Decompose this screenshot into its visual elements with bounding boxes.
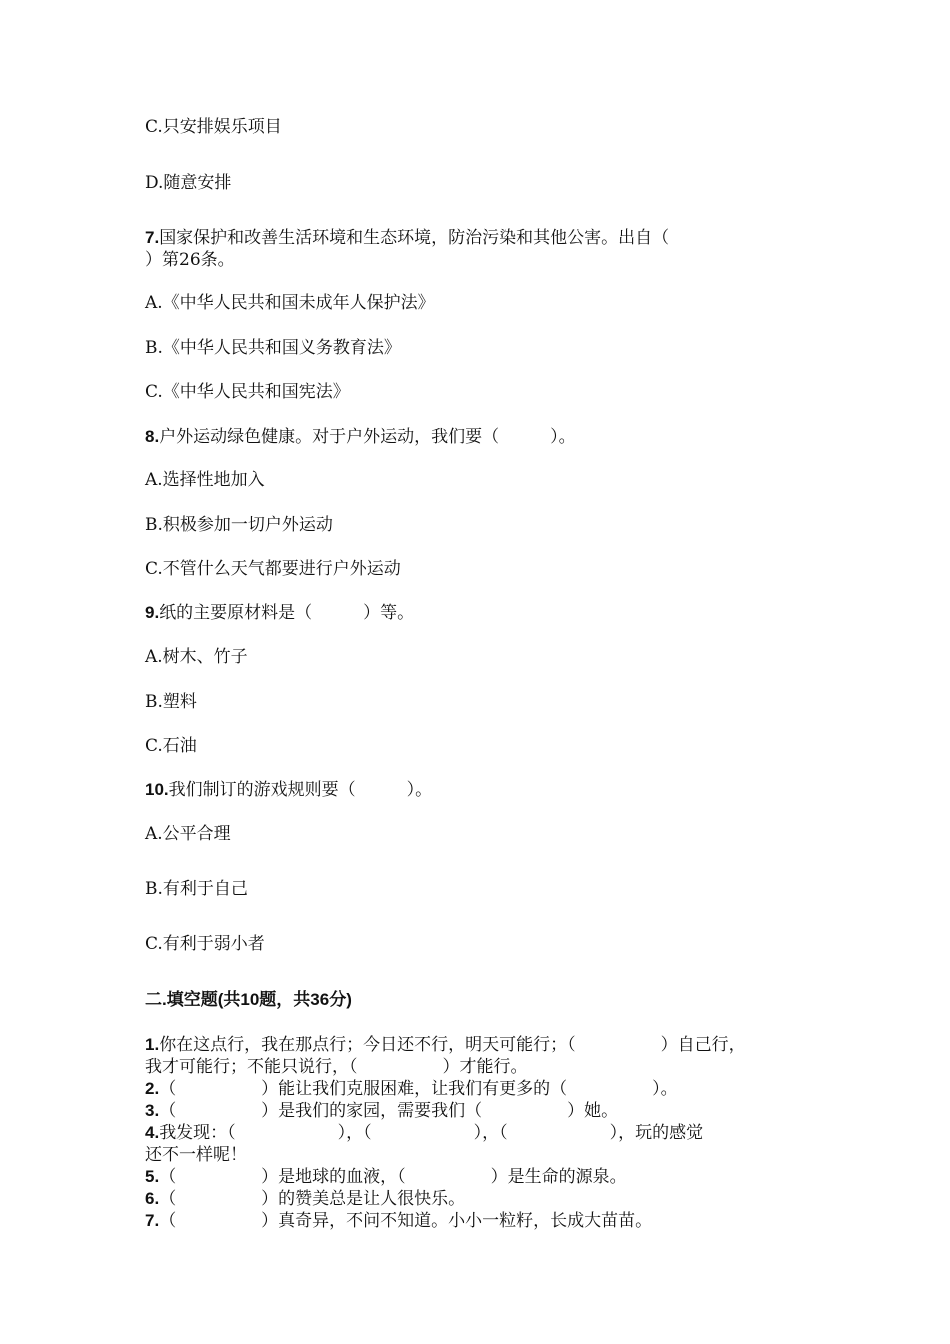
q8-option-a: A.选择性地加入	[145, 470, 265, 490]
q10-number: 10.	[145, 780, 169, 799]
fill-3	[145, 1100, 825, 1122]
fill-7	[145, 1210, 825, 1232]
fill-5	[145, 1166, 825, 1188]
fill-5-text: （ ）是地球的血液，（ ）是生命的源泉。	[159, 1167, 627, 1187]
q6-option-c: C.只安排娱乐项目	[145, 117, 282, 137]
fill-2-text: （ ）能让我们克服困难，让我们有更多的（ ）。	[159, 1079, 678, 1099]
q10-option-c: C.有利于弱小者	[145, 934, 265, 954]
q9-stem-text: 纸的主要原材料是（ ）等。	[159, 603, 415, 623]
fill-4-line1	[145, 1122, 825, 1144]
fill-6-number: 6.	[145, 1189, 160, 1208]
q7-stem-text1: 国家保护和改善生活环境和生态环境，防治污染和其他公害。出自（	[159, 228, 670, 248]
section-title-fill-in: 二.填空题(共10题，共36分)	[145, 990, 352, 1009]
q7-option-b: B.《中华人民共和国义务教育法》	[145, 338, 401, 358]
fill-1-number: 1.	[145, 1035, 160, 1054]
q9-stem	[145, 602, 825, 624]
fill-5-number: 5.	[145, 1167, 160, 1186]
fill-1-line2: 我才可能行；不能只说行，（ ）才能行。	[145, 1057, 528, 1077]
q9-number: 9.	[145, 603, 160, 622]
fill-1-line1	[145, 1034, 825, 1056]
fill-6	[145, 1188, 825, 1210]
q9-option-b: B.塑料	[145, 692, 197, 712]
fill-3-text: （ ）是我们的家园，需要我们（ ）她。	[159, 1101, 619, 1121]
q7-stem-line1	[145, 227, 825, 249]
q10-stem	[145, 779, 825, 801]
q9-option-c: C.石油	[145, 736, 197, 756]
q8-stem-text: 户外运动绿色健康。对于户外运动，我们要（ ）。	[159, 427, 576, 447]
fill-6-text: （ ）的赞美总是让人很快乐。	[159, 1189, 466, 1209]
q8-number: 8.	[145, 427, 160, 446]
fill-7-number: 7.	[145, 1211, 160, 1230]
q6-option-d: D.随意安排	[145, 173, 232, 193]
fill-4-line2: 还不一样呢！	[145, 1145, 247, 1165]
q7-option-c: C.《中华人民共和国宪法》	[145, 382, 350, 402]
fill-2-number: 2.	[145, 1079, 160, 1098]
q8-stem	[145, 426, 825, 448]
fill-4-text1: 我发现：（ ），（ ），（ ），玩的感觉	[159, 1123, 704, 1143]
fill-7-text: （ ）真奇异，不问不知道。小小一粒籽，长成大苗苗。	[159, 1211, 653, 1231]
q9-option-a: A.树木、竹子	[145, 647, 248, 667]
q10-option-a: A.公平合理	[145, 824, 231, 844]
fill-4-number: 4.	[145, 1123, 160, 1142]
q10-option-b: B.有利于自己	[145, 879, 248, 899]
q10-stem-text: 我们制订的游戏规则要（ ）。	[168, 780, 433, 800]
q7-option-a: A.《中华人民共和国未成年人保护法》	[145, 293, 435, 313]
q7-stem-line2: ）第26条。	[145, 250, 235, 270]
q7-number: 7.	[145, 228, 160, 247]
q8-option-b: B.积极参加一切户外运动	[145, 515, 333, 535]
fill-3-number: 3.	[145, 1101, 160, 1120]
fill-1-text1: 你在这点行，我在那点行；今日还不行，明天可能行；（ ）自己行，	[159, 1035, 746, 1055]
q8-option-c: C.不管什么天气都要进行户外运动	[145, 559, 401, 579]
fill-2	[145, 1078, 825, 1100]
